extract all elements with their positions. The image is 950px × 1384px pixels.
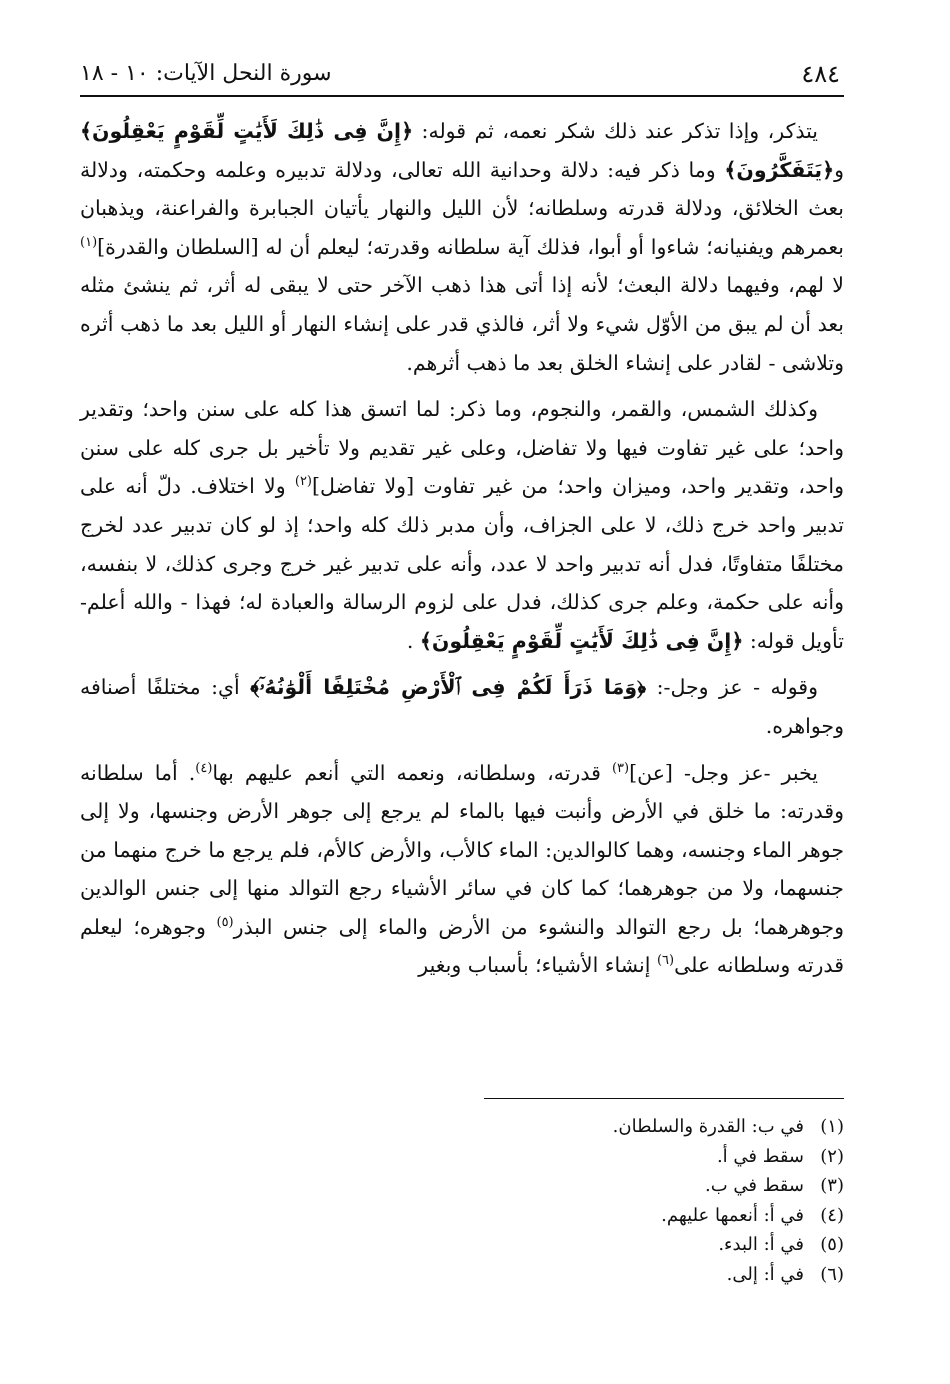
footnote-reference: (٤) — [195, 760, 213, 776]
footnote-number: (٢) — [820, 1145, 844, 1167]
footnote-reference: (٥) — [216, 915, 234, 931]
footnote-text: في ب: القدرة والسلطان. — [612, 1116, 804, 1137]
footnotes — [400, 1112, 844, 1289]
main-text — [80, 112, 844, 993]
paragraph — [80, 754, 844, 986]
footnote-text: سقط في أ. — [716, 1145, 804, 1167]
footnote-divider — [484, 1098, 844, 1099]
paragraph — [80, 390, 844, 660]
text-run: وجوهره؛ ليعلم قدرته وسلطانه على — [80, 914, 844, 978]
footnote-reference: (٢) — [294, 474, 312, 490]
footnote — [400, 1201, 844, 1231]
quran-verse: ﴿إِنَّ فِى ذَٰلِكَ لَأَيَٰتٍ لِّقَوْمٍ يَعْقِلُونَ﴾ — [80, 119, 414, 143]
quran-verse: ﴿يَتَفَكَّرُونَ﴾ — [724, 157, 835, 182]
footnote — [400, 1171, 844, 1201]
paragraph — [80, 112, 844, 382]
text-run: إنشاء الأشياء؛ بأسباب وبغير — [418, 953, 657, 978]
text-run: . — [406, 628, 420, 653]
text-run: يخبر -عز وجل- [عن] — [629, 760, 819, 785]
text-run: و — [834, 157, 844, 182]
footnote-text: في أ: البدء. — [718, 1234, 804, 1255]
footnote-text: في أ: أنعمها عليهم. — [661, 1204, 804, 1226]
footnote-reference: (١) — [80, 234, 98, 250]
text-run: وقوله - عز وجل-: — [646, 675, 818, 700]
footnote — [400, 1260, 844, 1290]
footnote-number: (٥) — [820, 1234, 844, 1255]
footnote — [400, 1142, 844, 1172]
footnote-text: في أ: إلى. — [726, 1263, 804, 1285]
header-divider — [80, 95, 844, 97]
footnote-reference: (٦) — [656, 953, 675, 969]
footnote-number: (٦) — [820, 1263, 844, 1285]
paragraph — [80, 668, 844, 745]
footnote-text: سقط في ب. — [705, 1175, 804, 1196]
footnote-number: (٤) — [820, 1204, 844, 1226]
footnote-number: (١) — [820, 1116, 844, 1137]
text-run: وما ذكر فيه: دلالة وحدانية الله تعالى، ودلالة تدبيره وعلمه وحكمته، ودلالة بعث الخلائق، ودلالة قدرته وسلطانه؛ لأن الليل والنهار يأتيان الجبابرة والفراعنة، ويذهبان بعمرهم ويفنيانه؛ شاءوا أو أبوا، فذلك آية سلطانه وقدرته؛ ليعلم أن له [السلطان والقدرة] — [80, 157, 844, 259]
text-run: قدرته، وسلطانه، ونعمه التي أنعم عليهم بها — [212, 760, 612, 785]
quran-verse: ﴿وَمَا ذَرَأَ لَكُمْ فِى ٱلْأَرْضِ مُخْتَلِفًا أَلْوَٰنُهُۥٓ﴾ — [250, 675, 647, 700]
text-run: وكذلك الشمس، والقمر، والنجوم، وما ذكر: لما اتسق هذا كله على سنن واحد؛ وتقدير واحد؛ على غير تفاوت فيها ولا تفاضل، وعلى غير تقديم ولا تأخير بل جرى كله على سنن واحد، وتقدير واحد، وميزان واحد؛ من غير تفاوت [ولا تفاضل] — [80, 397, 845, 499]
text-run: . أما سلطانه وقدرته: ما خلق في الأرض وأنبت فيها بالماء لم يرجع إلى جوهر الأرض وجنسها، ولا إلى جوهر الماء وجنسه، وهما كالوالدين: الماء كالأب، والأرض كالأم، فلم يرجع ما خرج منهما من جنسهما، ولا من جوهرهما؛ كما كان في سائر الأشياء رجع التوالد منها إلى جنس الوالدين وجوهرهما؛ بل رجع التوالد والنشوء من الأرض والماء إلى جنس البذر — [80, 760, 844, 939]
text-run: يتذكر، وإذا تذكر عند ذلك شكر نعمه، ثم قوله: — [413, 119, 818, 143]
running-title: سورة النحل الآيات: ١٠ - ١٨ — [80, 61, 332, 86]
page-header — [80, 58, 840, 90]
text-run: ولا اختلاف. دلّ أنه على تدبير واحد خرج ذلك، لا على الجزاف، وأن مدبر ذلك كله واحد؛ إذ لو كان تدبير عدد لخرج مختلفًا متفاوتًا، فدل أنه تدبير واحد لا عدد، وأنه على تدبير غير خرج وجرى كذلك، لا بنفسه، وأنه على حكمة، وعلم جرى كذلك، فدل على لزوم الرسالة والعبادة له؛ فهذا - والله أعلم- تأويل قوله: — [80, 474, 844, 653]
text-run: أي: مختلفًا أصنافه وجواهره. — [80, 675, 844, 738]
footnote-reference: (٣) — [611, 760, 630, 776]
text-run: لا لهم، وفيهما دلالة البعث؛ لأنه إذا أتى هذا ذهب الآخر حتى لا يبقى له أثر، ثم ينشئ مثله بعد أن لم يبق من الأوّل شيء ولا أثر، فالذي قدر على إنشاء النهار أو الليل بعد ما ذهب أثره وتلاشى - لقادر على إنشاء الخلق بعد ما ذهب أثرهم. — [80, 273, 844, 375]
footnote — [400, 1112, 844, 1142]
page-number: ٤٨٤ — [801, 60, 840, 88]
quran-verse: ﴿إِنَّ فِى ذَٰلِكَ لَأَيَٰتٍ لِّقَوْمٍ يَعْقِلُونَ﴾ — [419, 628, 744, 653]
footnote — [400, 1230, 844, 1260]
footnote-number: (٣) — [820, 1175, 844, 1196]
